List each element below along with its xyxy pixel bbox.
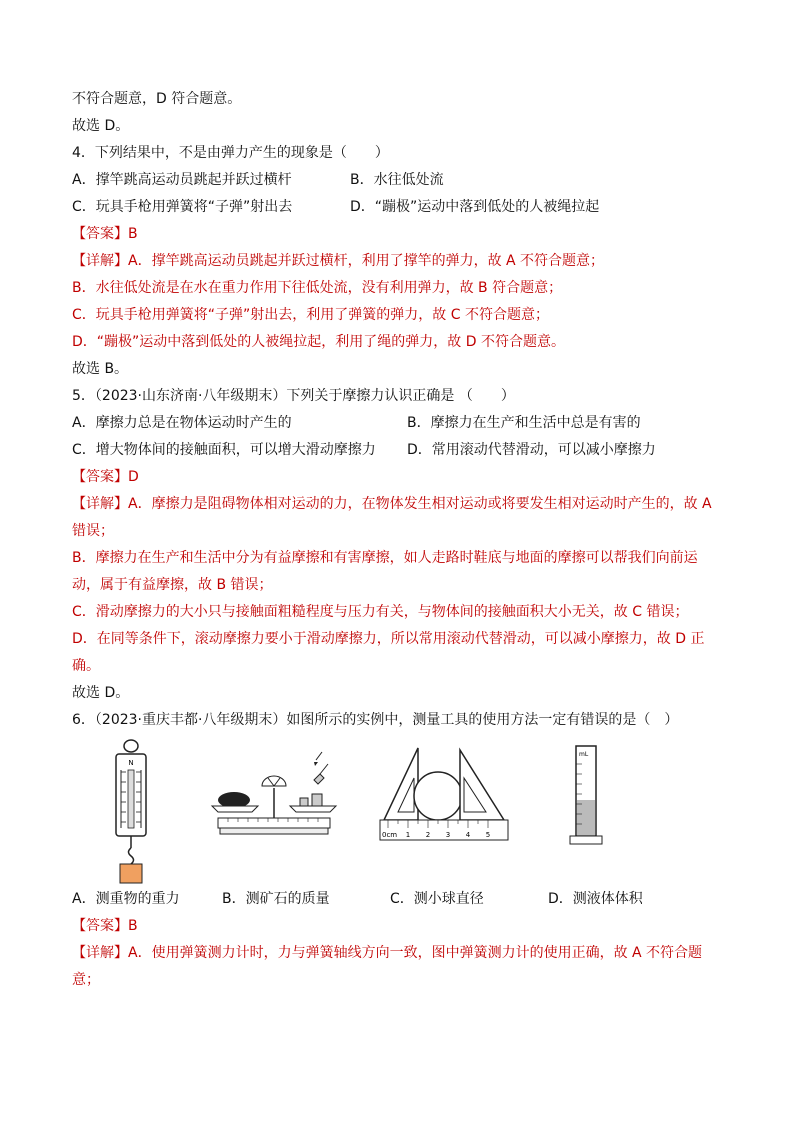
prev-solution-tail: 不符合题意，D 符合题意。 — [72, 91, 242, 107]
ruler-tick-5: 5 — [485, 831, 491, 839]
graduated-cylinder-figure — [566, 738, 606, 848]
q6-option-a: A．测重物的重力 — [72, 891, 180, 907]
prev-conclusion: 故选 D。 — [72, 118, 130, 134]
q4-options-row-2 — [72, 194, 732, 221]
q4-option-c: C．玩具手枪用弹簧将“子弹”射出去 — [72, 199, 293, 215]
balance-figure — [208, 738, 340, 842]
ruler-zero-label: 0cm — [382, 831, 398, 839]
q4-stem: 4．下列结果中，不是由弹力产生的现象是（ ） — [72, 145, 389, 161]
q4-conclusion: 故选 B。 — [72, 361, 129, 377]
q5-options-row-1 — [72, 410, 732, 437]
ruler-tick-3: 3 — [445, 831, 451, 839]
q6-detail-label: 【详解】 — [72, 945, 128, 961]
q5-detail-line-1: A．摩擦力是阻碍物体相对运动的力，在物体发生相对运动或将要发生相对运动时产生的，故 A — [128, 496, 712, 512]
q6-option-c: C．测小球直径 — [390, 891, 484, 907]
q6-option-d: D．测液体体积 — [548, 891, 643, 907]
q5-options-row-2 — [72, 437, 732, 464]
spring-scale-unit: N — [128, 759, 134, 767]
q5-detail-2: 错误； — [72, 523, 114, 539]
q4-detail-a — [72, 248, 732, 275]
q6-figures — [72, 738, 732, 886]
q6-answer: 【答案】B — [72, 918, 138, 934]
q6-detail-2: 意； — [72, 972, 100, 988]
q4-detail-b: B．水往低处流是在水在重力作用下往低处流，没有利用弹力，故 B 符合题意； — [72, 280, 563, 296]
spring-scale-figure — [110, 738, 154, 884]
q4-option-a: A．撑竿跳高运动员跳起并跃过横杆 — [72, 172, 292, 188]
q5-option-a: A．摩擦力总是在物体运动时产生的 — [72, 415, 292, 431]
q4-option-d: D．“蹦极”运动中落到低处的人被绳拉起 — [350, 199, 600, 215]
q5-option-b: B．摩擦力在生产和生活中总是有害的 — [407, 415, 641, 431]
q4-detail-c: C．玩具手枪用弹簧将“子弹”射出去，利用了弹簧的弹力，故 C 不符合题意； — [72, 307, 549, 323]
q5-answer: 【答案】D — [72, 469, 139, 485]
q5-detail-label: 【详解】 — [72, 496, 128, 512]
q4-option-b: B．水往低处流 — [350, 172, 444, 188]
q6-detail-1 — [72, 940, 732, 967]
q6-detail-line-1: A．使用弹簧测力计时，力与弹簧轴线方向一致，图中弹簧测力计的使用正确，故 A 不符合题 — [128, 945, 703, 961]
q5-conclusion: 故选 D。 — [72, 685, 130, 701]
q5-detail-3: B．摩擦力在生产和生活中分为有益摩擦和有害摩擦，如人走路时鞋底与地面的摩擦可以帮我们向前运 — [72, 550, 698, 566]
q5-stem: 5．（2023·山东济南·八年级期末）下列关于摩擦力认识正确是 （ ） — [72, 388, 515, 404]
q4-options-row-1 — [72, 167, 732, 194]
q5-detail-7: 确。 — [72, 658, 100, 674]
q5-detail-5: C．滑动摩擦力的大小只与接触面粗糙程度与压力有关，与物体间的接触面积大小无关，故 C 错误； — [72, 604, 689, 620]
q5-detail-4: 动，属于有益摩擦，故 B 错误； — [72, 577, 273, 593]
document-page — [72, 86, 732, 994]
q5-option-d: D．常用滚动代替滑动，可以减小摩擦力 — [407, 442, 656, 458]
ruler-tick-4: 4 — [465, 831, 471, 839]
q6-option-b: B．测矿石的质量 — [222, 891, 330, 907]
q5-detail-1 — [72, 491, 732, 518]
ruler-tick-2: 2 — [425, 831, 431, 839]
q4-answer: 【答案】B — [72, 226, 138, 242]
q5-option-c: C．增大物体间的接触面积，可以增大滑动摩擦力 — [72, 442, 376, 458]
q6-options-row — [72, 886, 732, 913]
cylinder-unit: mL — [579, 751, 589, 758]
ruler-figure — [378, 738, 510, 848]
q5-detail-6: D．在同等条件下，滚动摩擦力要小于滑动摩擦力，所以常用滚动代替滑动，可以减小摩擦力，故 D 正 — [72, 631, 705, 647]
q6-stem: 6．（2023·重庆丰都·八年级期末）如图所示的实例中，测量工具的使用方法一定有错误的是（ ） — [72, 712, 679, 728]
q4-detail-label: 【详解】 — [72, 253, 128, 269]
q4-detail-d: D．“蹦极”运动中落到低处的人被绳拉起，利用了绳的弹力，故 D 不符合题意。 — [72, 334, 565, 350]
q4-detail-line-a: A．撑竿跳高运动员跳起并跃过横杆，利用了撑竿的弹力，故 A 不符合题意； — [128, 253, 605, 269]
ruler-tick-1: 1 — [405, 831, 411, 839]
